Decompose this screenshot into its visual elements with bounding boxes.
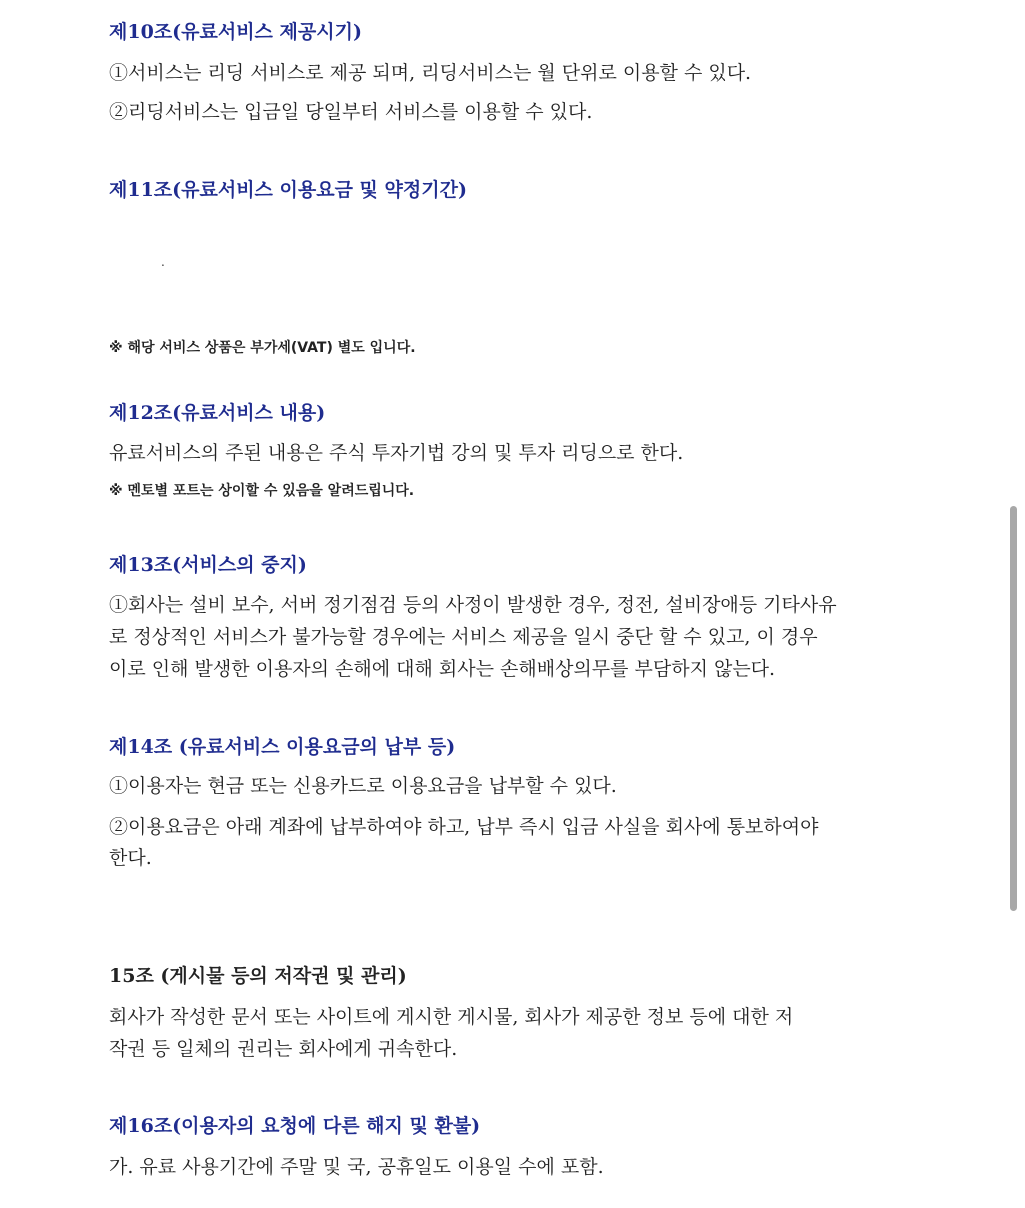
article-12-title: 제12조(유료서비스 내용) xyxy=(109,402,326,424)
article-12-mentor-note: ※ 멘토별 포트는 상이할 수 있음을 알려드립니다. xyxy=(109,483,415,499)
article-15-title: 15조 (게시물 등의 저작권 및 관리) xyxy=(109,965,407,987)
article-11-title: 제11조(유료서비스 이용요금 및 약정기간) xyxy=(109,179,467,201)
article-13-line-2: 로 정상적인 서비스가 불가능할 경우에는 서비스 제공을 일시 중단 할 수 있고, 이 경우 xyxy=(109,626,818,648)
article-12-paragraph-1: 유료서비스의 주된 내용은 주식 투자기법 강의 및 투자 리딩으로 한다. xyxy=(109,442,684,464)
article-14-paragraph-2-line-1: ②이용요금은 아래 계좌에 납부하여야 하고, 납부 즉시 입금 사실을 회사에 통보하여야 xyxy=(109,816,819,838)
article-11-vat-note: ※ 해당 서비스 상품은 부가세(VAT) 별도 입니다. xyxy=(109,340,416,356)
article-15-line-1: 회사가 작성한 문서 또는 사이트에 게시한 게시물, 회사가 제공한 정보 등에 대한 저 xyxy=(109,1006,794,1028)
article-11-dot: . xyxy=(161,255,165,269)
vertical-scrollbar-thumb[interactable] xyxy=(1010,506,1017,911)
article-13-title: 제13조(서비스의 중지) xyxy=(109,554,307,576)
article-13-line-3: 이로 인해 발생한 이용자의 손해에 대해 회사는 손해배상의무를 부담하지 않는다. xyxy=(109,658,776,680)
article-16-paragraph-1: 가. 유료 사용기간에 주말 및 국, 공휴일도 이용일 수에 포함. xyxy=(109,1156,604,1178)
article-15-line-2: 작권 등 일체의 권리는 회사에게 귀속한다. xyxy=(109,1038,458,1060)
article-14-paragraph-1: ①이용자는 현금 또는 신용카드로 이용요금을 납부할 수 있다. xyxy=(109,775,617,797)
article-10-paragraph-2: ②리딩서비스는 입금일 당일부터 서비스를 이용할 수 있다. xyxy=(109,101,593,123)
article-13-line-1: ①회사는 설비 보수, 서버 정기점검 등의 사정이 발생한 경우, 정전, 설비장애등 기타사유 xyxy=(109,594,837,616)
article-14-title: 제14조 (유료서비스 이용요금의 납부 등) xyxy=(109,736,456,758)
article-14-paragraph-2-line-2: 한다. xyxy=(109,847,152,869)
article-16-title: 제16조(이용자의 요청에 다른 해지 및 환불) xyxy=(109,1115,481,1137)
article-10-title: 제10조(유료서비스 제공시기) xyxy=(109,21,362,43)
article-10-paragraph-1: ①서비스는 리딩 서비스로 제공 되며, 리딩서비스는 월 단위로 이용할 수 있다. xyxy=(109,62,752,84)
